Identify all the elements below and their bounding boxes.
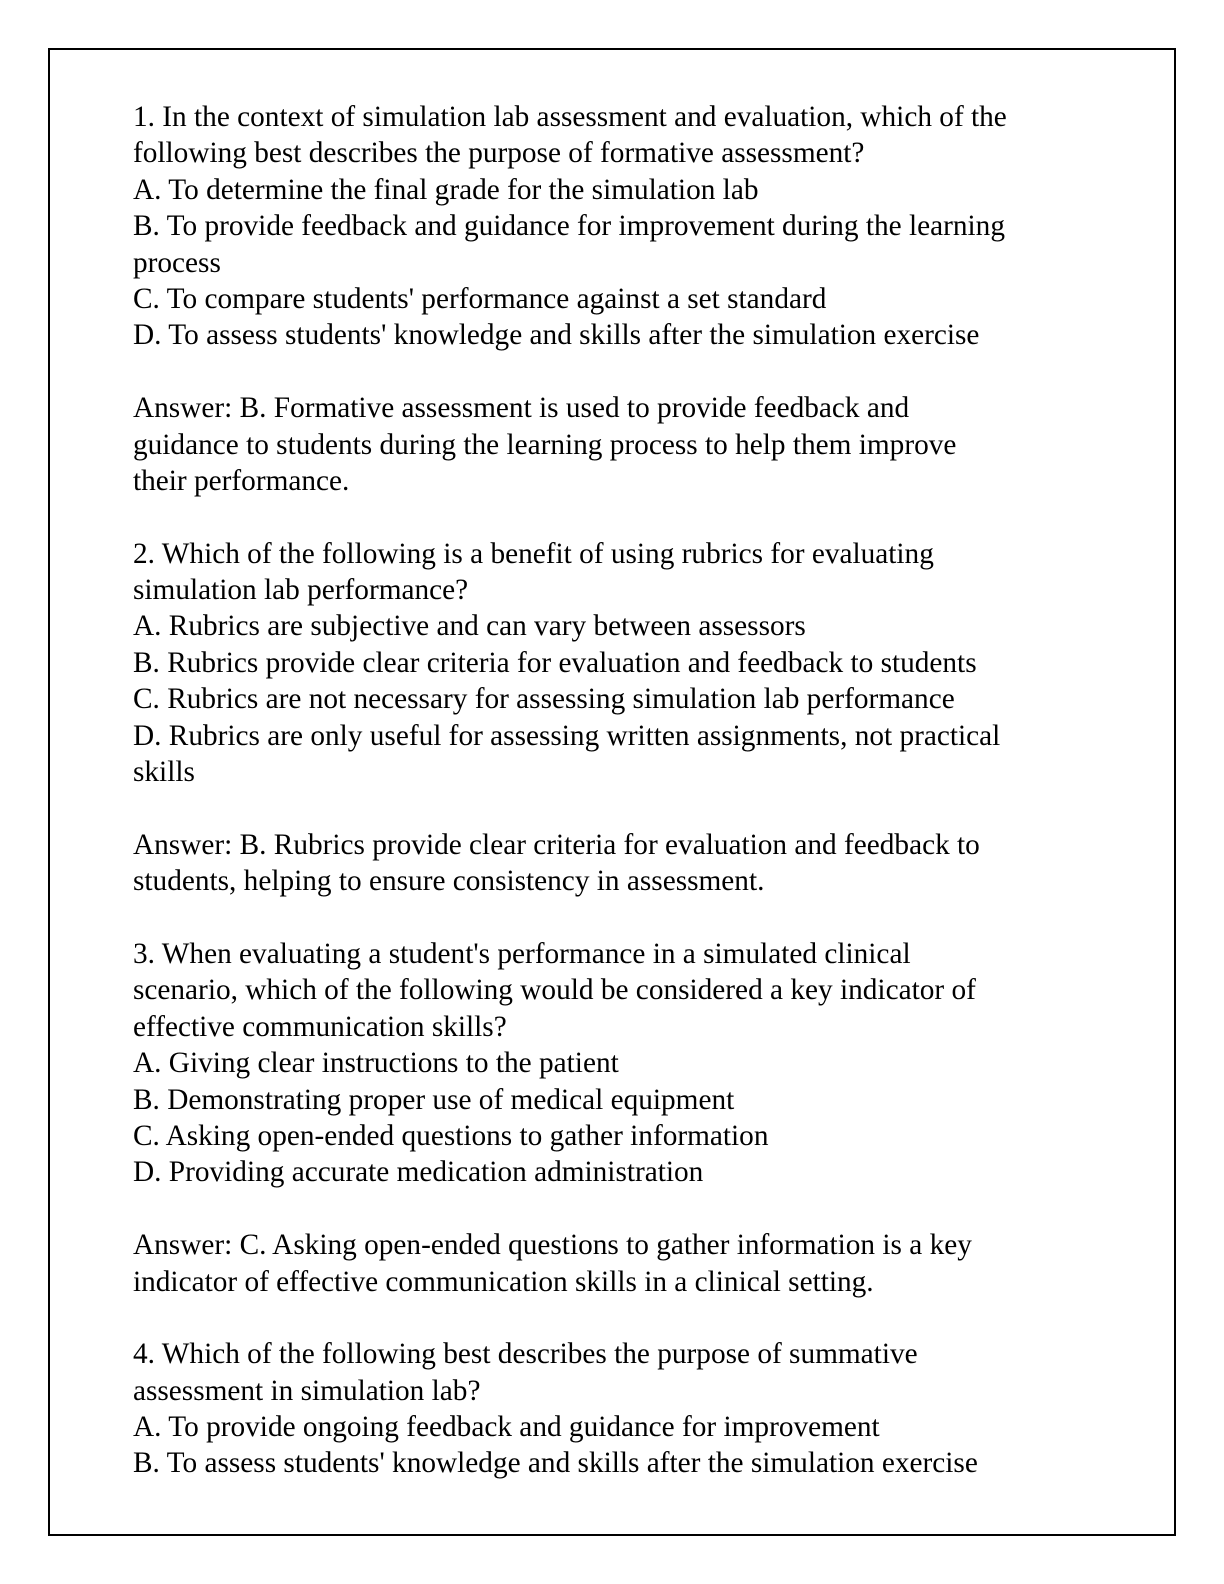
question-1-option-b: B. To provide feedback and guidance for improvement during the learning: [133, 210, 1005, 243]
question-4-option-b: B. To assess students' knowledge and skills after the simulation exercise: [133, 1447, 978, 1480]
question-2-option-b: B. Rubrics provide clear criteria for evaluation and feedback to students: [133, 646, 977, 679]
question-1: [133, 99, 1113, 354]
question-2-stem-line-1: 2. Which of the following is a benefit of using rubrics for evaluating: [133, 537, 934, 570]
question-4-stem-line-2: assessment in simulation lab?: [133, 1374, 481, 1407]
answer-1-line-1: Answer: B. Formative assessment is used to provide feedback and: [133, 392, 910, 425]
question-1-option-c: C. To compare students' performance against a set standard: [133, 282, 827, 315]
question-2-option-d: D. Rubrics are only useful for assessing written assignments, not practical: [133, 719, 1001, 752]
spacer: [133, 1300, 1113, 1336]
question-1-option-a: A. To determine the final grade for the simulation lab: [133, 173, 759, 206]
question-4-option-a: A. To provide ongoing feedback and guidance for improvement: [133, 1411, 880, 1444]
question-3-option-a: A. Giving clear instructions to the patient: [133, 1047, 619, 1080]
question-1-stem-line-1: 1. In the context of simulation lab assessment and evaluation, which of the: [133, 101, 1007, 133]
question-3-stem-line-3: effective communication skills?: [133, 1010, 507, 1043]
question-3: [133, 936, 1113, 1191]
answer-2: [133, 827, 1113, 900]
question-2-option-c: C. Rubrics are not necessary for assessing simulation lab performance: [133, 683, 955, 716]
question-3-stem-line-2: scenario, which of the following would be considered a key indicator of: [133, 974, 976, 1007]
answer-1: [133, 390, 1113, 499]
question-4-stem-line-1: 4. Which of the following best describes the purpose of summative: [133, 1338, 918, 1371]
spacer: [133, 790, 1113, 826]
question-2-option-a: A. Rubrics are subjective and can vary between assessors: [133, 610, 806, 643]
question-2-stem-line-2: simulation lab performance?: [133, 574, 469, 607]
question-3-option-b: B. Demonstrating proper use of medical equipment: [133, 1083, 735, 1116]
question-2-option-d-cont: skills: [133, 756, 195, 789]
spacer: [133, 499, 1113, 535]
question-1-option-d: D. To assess students' knowledge and skills after the simulation exercise: [133, 319, 980, 352]
question-4: [133, 1336, 1113, 1482]
question-1-option-b-cont: process: [133, 246, 221, 279]
answer-3-line-2: indicator of effective communication skills in a clinical setting.: [133, 1265, 874, 1298]
answer-2-line-1: Answer: B. Rubrics provide clear criteria for evaluation and feedback to: [133, 828, 980, 861]
spacer: [133, 354, 1113, 390]
spacer: [133, 900, 1113, 936]
answer-3: [133, 1227, 1113, 1300]
answer-1-line-2: guidance to students during the learning process to help them improve: [133, 428, 957, 461]
answer-3-line-1: Answer: C. Asking open-ended questions to gather information is a key: [133, 1229, 972, 1262]
question-2: [133, 536, 1113, 791]
answer-2-line-2: students, helping to ensure consistency in assessment.: [133, 865, 765, 898]
document-body: [133, 99, 1113, 1482]
question-3-option-d: D. Providing accurate medication administration: [133, 1156, 704, 1189]
question-3-option-c: C. Asking open-ended questions to gather information: [133, 1119, 769, 1152]
answer-1-line-3: their performance.: [133, 464, 350, 497]
question-1-stem-line-2: following best describes the purpose of formative assessment?: [133, 137, 865, 170]
question-3-stem-line-1: 3. When evaluating a student's performance in a simulated clinical: [133, 937, 911, 970]
spacer: [133, 1191, 1113, 1227]
